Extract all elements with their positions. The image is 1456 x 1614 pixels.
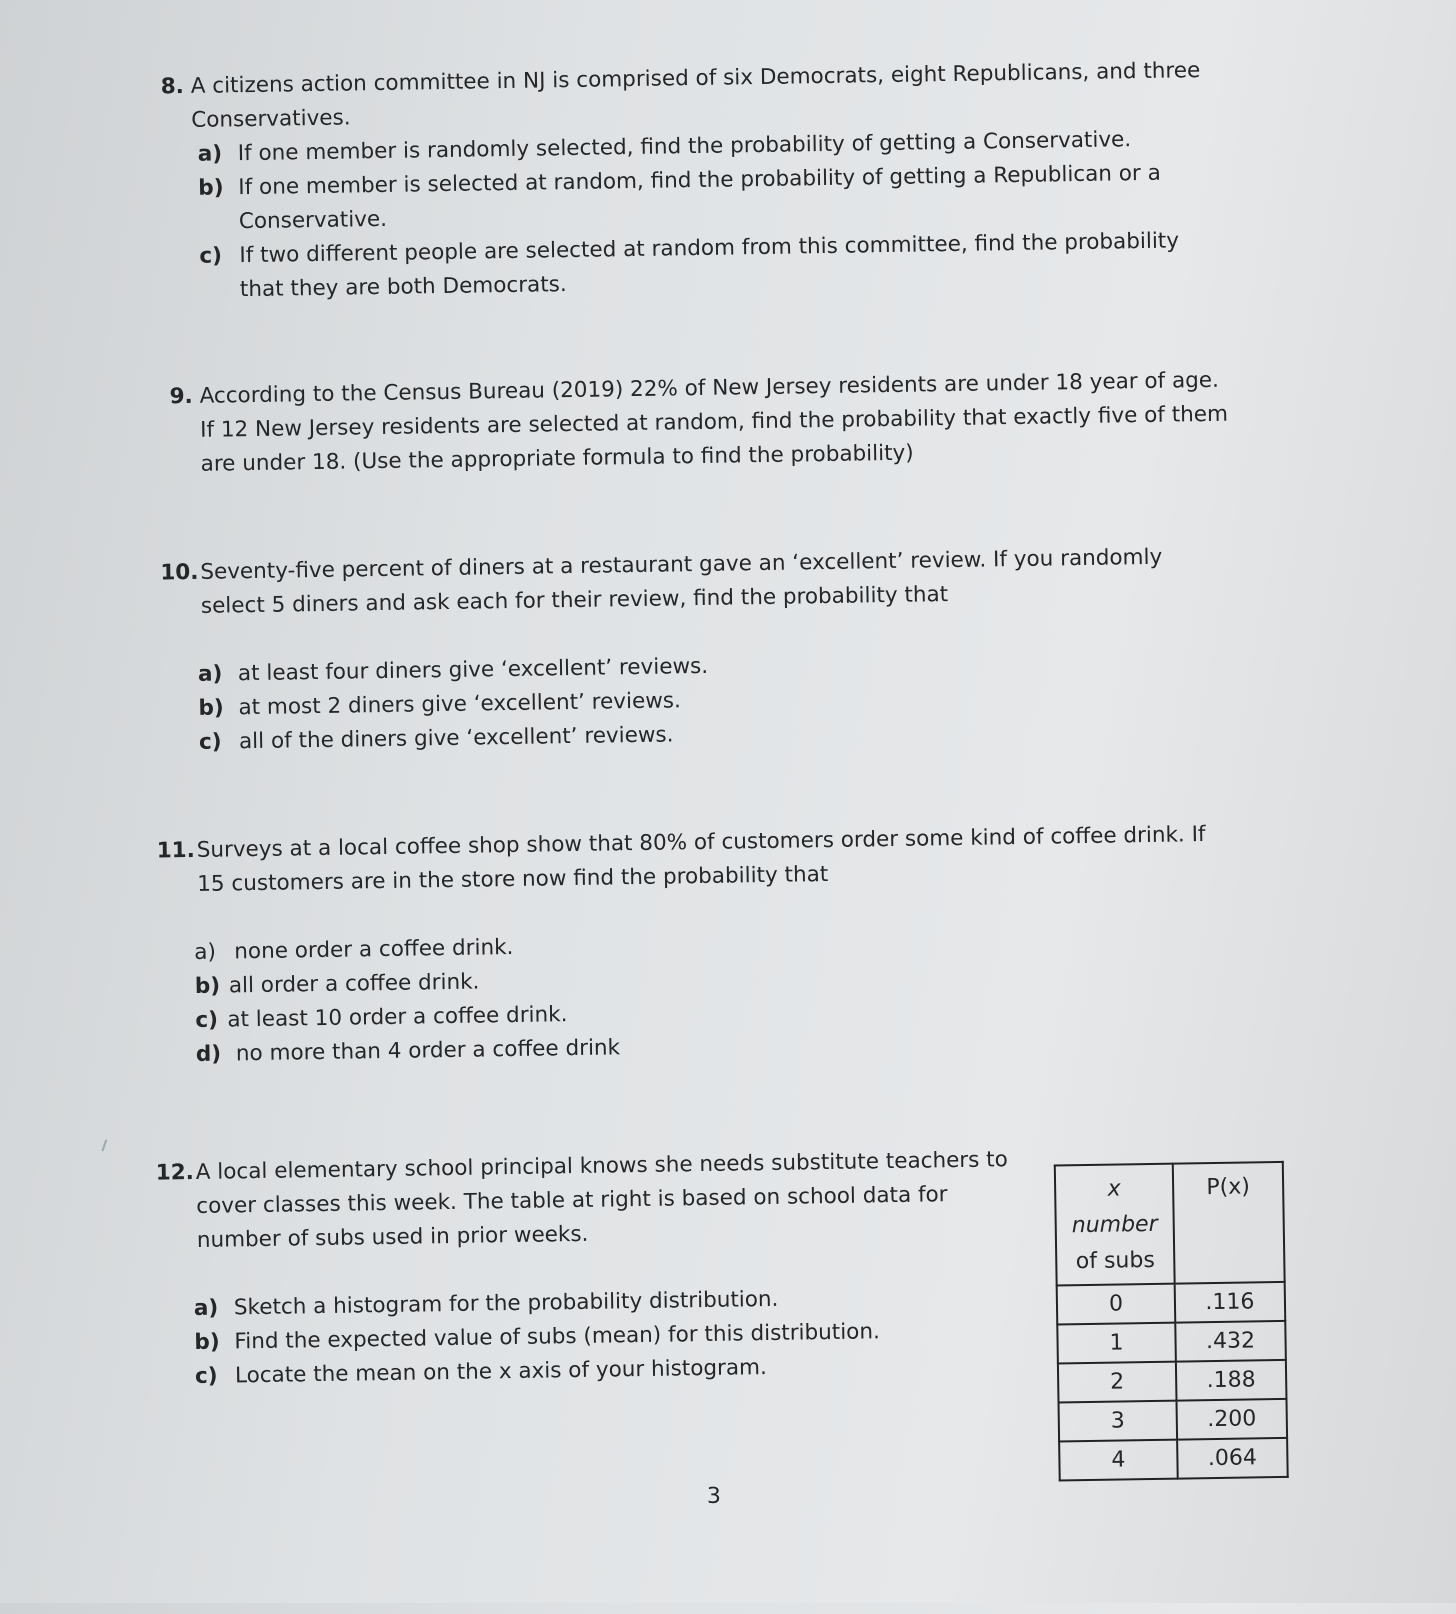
probability-distribution-table bbox=[1054, 1161, 1289, 1482]
question-number: 12. bbox=[155, 1159, 195, 1186]
sub-question-c: c) all of the diners give ‘excellent’ reviews. bbox=[198, 722, 674, 755]
cell-x: 4 bbox=[1059, 1440, 1178, 1481]
page-number: 3 bbox=[706, 1483, 722, 1509]
cell-x: 1 bbox=[1057, 1323, 1176, 1364]
sub-question-a: a) none order a coffee drink. bbox=[194, 934, 514, 965]
sub-questions bbox=[198, 121, 1241, 307]
sub-question-b: b) all order a coffee drink. bbox=[194, 969, 480, 999]
question-number: 9. bbox=[169, 383, 193, 410]
table-row bbox=[1057, 1321, 1286, 1364]
sub-question-a: a) at least four diners give ‘excellent’ reviews. bbox=[197, 653, 709, 687]
header-px: P(x) bbox=[1173, 1162, 1285, 1284]
cell-p: .188 bbox=[1176, 1360, 1287, 1401]
table-row bbox=[1057, 1282, 1286, 1325]
table-header-row bbox=[1055, 1162, 1285, 1286]
question-12 bbox=[155, 1142, 1056, 1390]
cell-p: .200 bbox=[1176, 1399, 1287, 1440]
question-8 bbox=[160, 53, 1240, 303]
sub-question-a: a) Sketch a histogram for the probability distribution. bbox=[193, 1286, 779, 1322]
sub-question-c: c) at least 10 order a coffee drink. bbox=[195, 1002, 568, 1033]
question-stem: Seventy-five percent of diners at a restaurant gave an ‘excellent’ review. If you randomly select 5 diners and ask each for their review, find the probability that bbox=[200, 544, 1163, 619]
cell-x: 2 bbox=[1058, 1362, 1177, 1403]
sub-question-d: d) no more than 4 order a coffee drink bbox=[195, 1035, 621, 1067]
cell-p: .064 bbox=[1177, 1438, 1288, 1479]
cell-p: .432 bbox=[1175, 1321, 1286, 1362]
cell-x: 3 bbox=[1059, 1401, 1178, 1442]
question-stem: A citizens action committee in NJ is comprised of six Democrats, eight Republicans, and three Conservatives. bbox=[190, 58, 1201, 133]
sub-question-c: c) Locate the mean on the x axis of your histogram. bbox=[194, 1355, 768, 1390]
sub-questions bbox=[194, 1279, 1016, 1394]
question-9 bbox=[169, 363, 1259, 477]
sub-question-b: b) Find the expected value of subs (mean) for this distribution. bbox=[194, 1319, 881, 1356]
question-number: 8. bbox=[160, 74, 185, 100]
sub-questions bbox=[198, 644, 1099, 760]
table-row bbox=[1059, 1438, 1288, 1481]
sub-question-b: b) at most 2 diners give ‘excellent’ reviews. bbox=[198, 688, 682, 721]
question-stem: According to the Census Bureau (2019) 22% of New Jersey residents are under 18 year of age. If 12 New Jersey residents are selected at random, find the probability that exactly five of them are under 18. (Use the appropriate formula to find the probability) bbox=[199, 367, 1229, 477]
question-stem: Surveys at a local coffee shop show that 80% of customers order some kind of coffee drink. If 15 customers are in the store now find the probability that bbox=[196, 822, 1206, 897]
table-row bbox=[1058, 1360, 1287, 1403]
question-number: 10. bbox=[160, 559, 199, 586]
pencil-mark bbox=[101, 1139, 107, 1151]
question-number: 11. bbox=[156, 837, 196, 864]
cell-p: .116 bbox=[1175, 1282, 1286, 1323]
sub-question-a: a) If one member is randomly selected, find the probability of getting a Conservative. bbox=[197, 127, 1132, 167]
cell-x: 0 bbox=[1057, 1284, 1176, 1325]
question-10 bbox=[160, 540, 1220, 755]
question-stem: A local elementary school principal knows she needs substitute teachers to cover classes this week. The table at right is based on school data for number of subs used in prior weeks. bbox=[195, 1147, 1008, 1253]
table-row bbox=[1059, 1399, 1288, 1442]
question-11 bbox=[156, 817, 1266, 1067]
sub-question-c: c) If two different people are selected at random from this committee, find the probability that they are both Democrats. bbox=[199, 228, 1180, 303]
header-x: x number of subs bbox=[1055, 1164, 1175, 1286]
sub-question-b: b) If one member is selected at random, find the probability of getting a Republican or a Conservative. bbox=[198, 160, 1161, 235]
sub-questions bbox=[194, 922, 1096, 1072]
